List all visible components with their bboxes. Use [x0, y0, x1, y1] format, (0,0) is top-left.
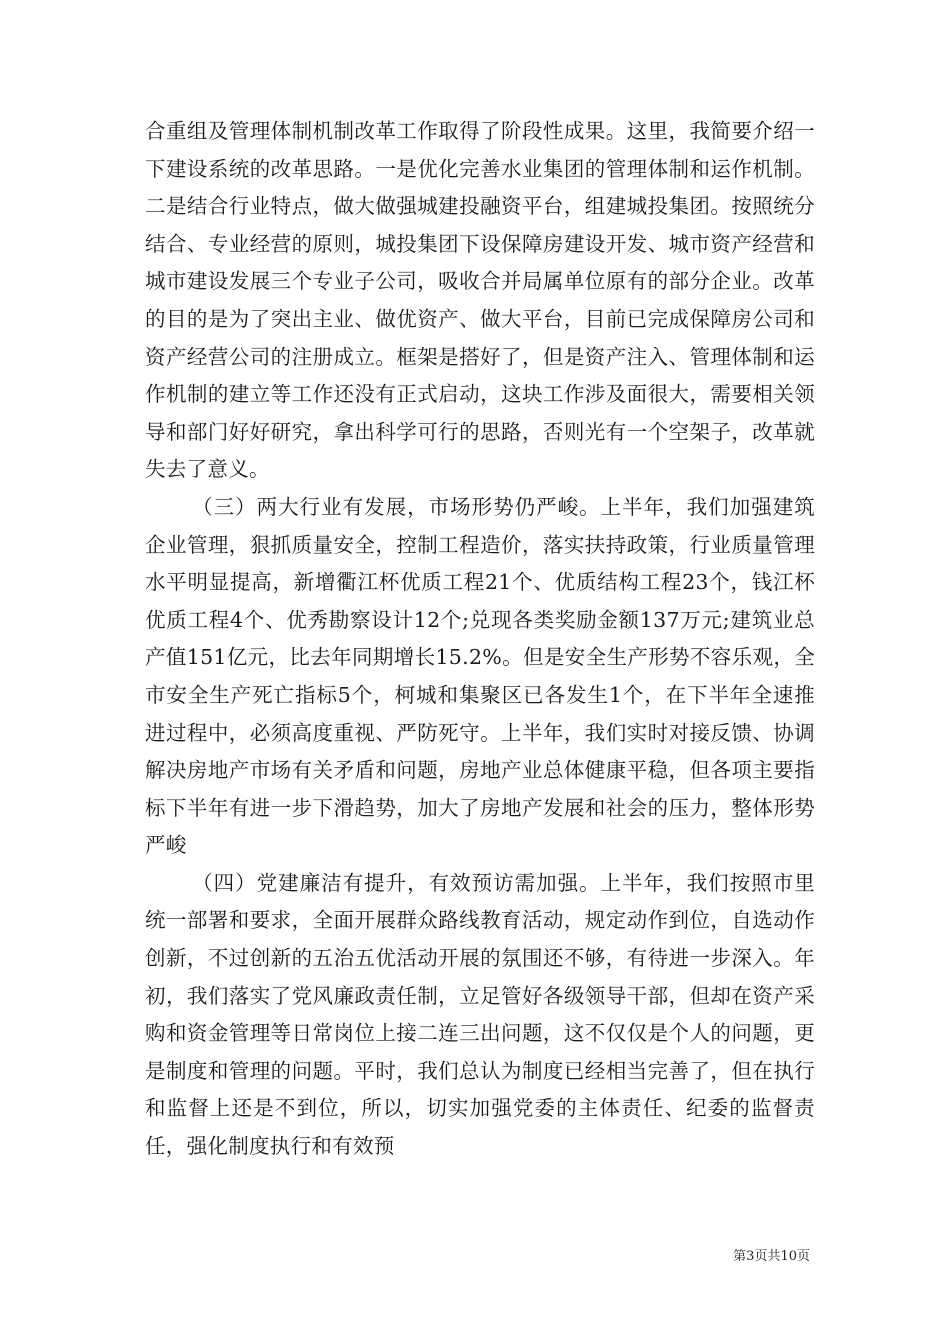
paragraph-reform-continuation: 合重组及管理体制机制改革工作取得了阶段性成果。这里，我简要介绍一下建设系统的改革思路。一是优化完善水业集团的管理体制和运作机制。二是结合行业特点，做大做强城建投融资平台，组建城投集团。按照统分结合、专业经营的原则，城投集团下设保障房建设开发、城市资产经营和城市建设发展三个专业子公司，吸收合并局属单位原有的部分企业。改革的目的是为了突出主业、做优资产、做大平台，目前已完成保障房公司和资产经营公司的注册成立。框架是搭好了，但是资产注入、管理体制和运作机制的建立等工作还没有正式启动，这块工作涉及面很大，需要相关领导和部门好好研究，拿出科学可行的思路，否则光有一个空架子，改革就失去了意义。: [145, 119, 815, 482]
page-number-footer: 第3页共10页: [733, 1249, 810, 1264]
paragraph-industry-development: （三）两大行业有发展，市场形势仍严峻。上半年，我们加强建筑企业管理，狠抓质量安全，控制工程造价，落实扶持政策，行业质量管理水平明显提高，新增衢江杯优质工程21个、优质结构工程23个，钱江杯优质工程4个、优秀勘察设计12个;兑现各类奖励金额137万元;建筑业总产值151亿元，比去年同期增长15.2%。但是安全生产形势不容乐观，全市安全生产死亡指标5个，柯城和集聚区已各发生1个，在下半年全速推进过程中，必须高度重视、严防死守。上半年，我们实时对接反馈、协调解决房地产市场有关矛盾和问题，房地产业总体健康平稳，但各项主要指标下半年有进一步下滑趋势，加大了房地产发展和社会的压力，整体形势严峻: [145, 494, 815, 858]
paragraph-party-building: （四）党建廉洁有提升，有效预访需加强。上半年，我们按照市里统一部署和要求，全面开展群众路线教育活动，规定动作到位，自选动作创新，不过创新的五治五优活动开展的氛围还不够，有待进一步深入。年初，我们落实了党风廉政责任制，立足管好各级领导干部，但却在资产采购和资金管理等日常岗位上接二连三出问题，这不仅仅是个人的问题，更是制度和管理的问题。平时，我们总认为制度已经相当完善了，但在执行和监督上还是不到位，所以，切实加强党委的主体责任、纪委的监督责任，强化制度执行和有效预: [145, 870, 815, 1159]
document-body: [145, 113, 815, 1166]
